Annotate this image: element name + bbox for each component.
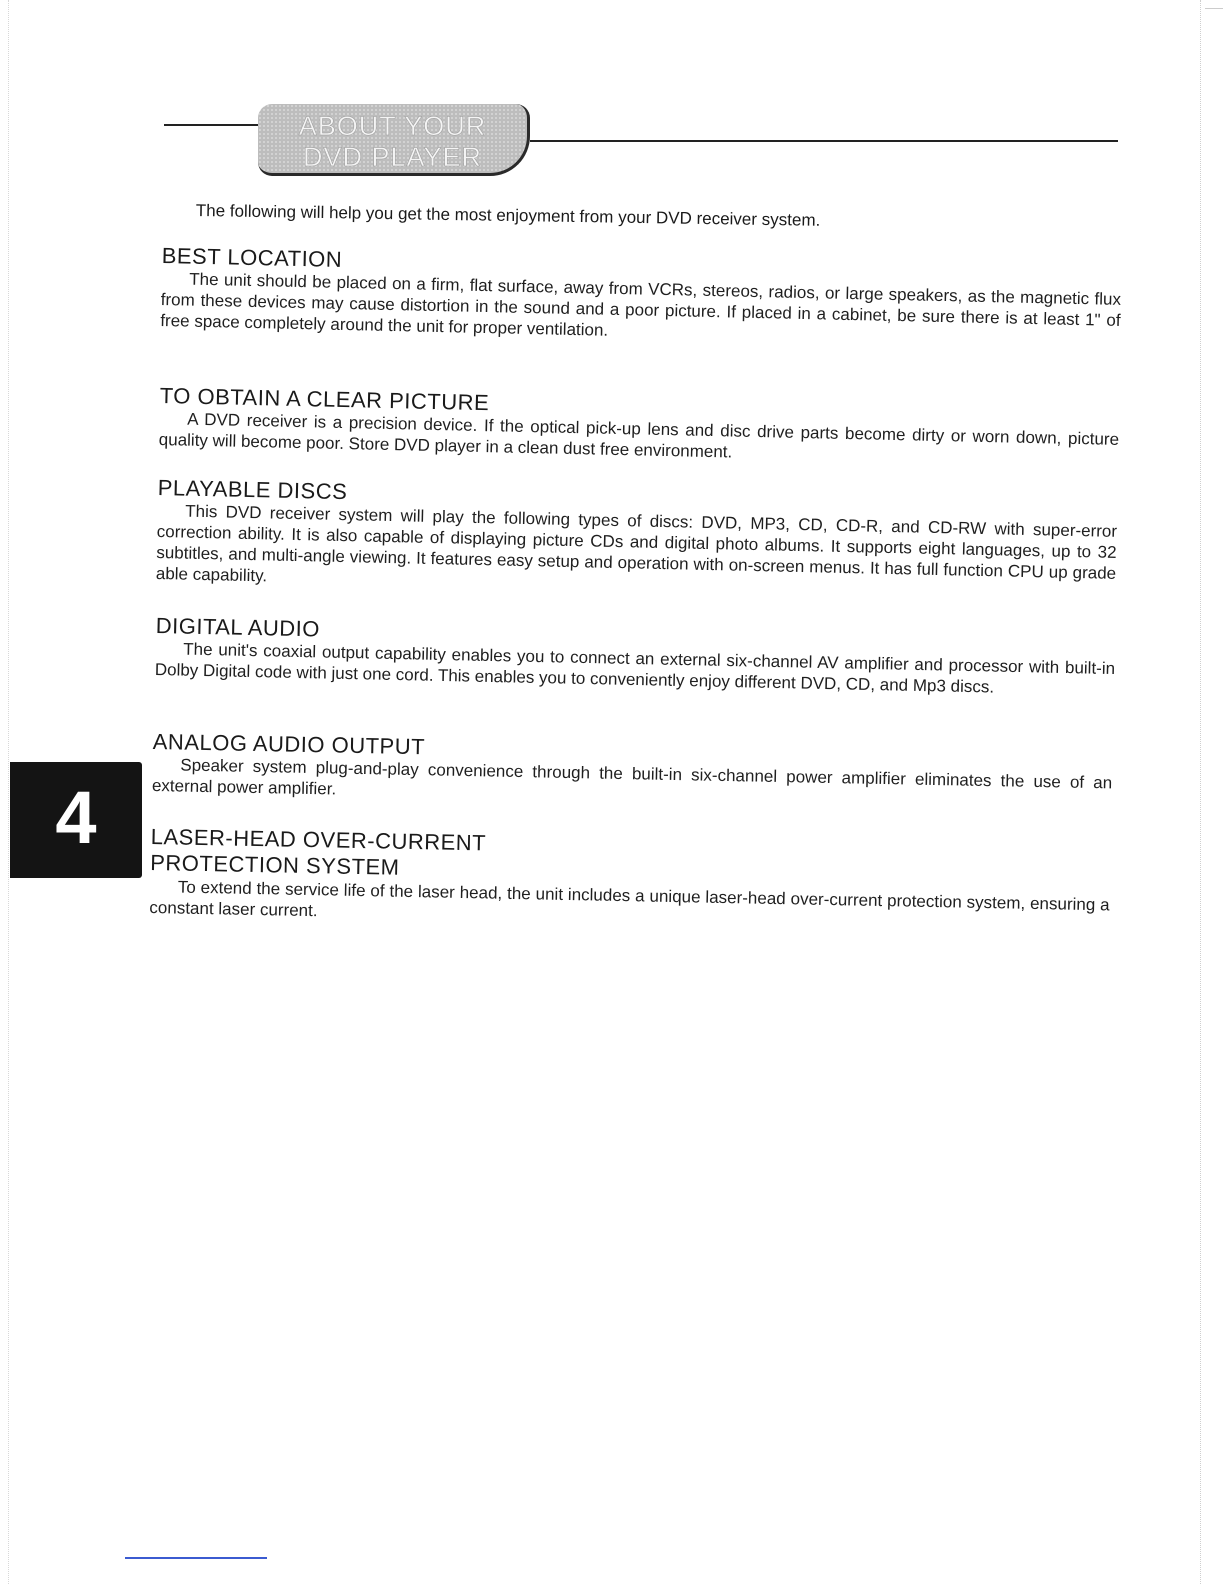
section-heading: PLAYABLE DISCS (157, 475, 348, 505)
banner-title-line-1: ABOUT YOUR (298, 111, 487, 141)
section-heading: ANALOG AUDIO OUTPUT (152, 729, 426, 760)
header-rule-right (530, 140, 1118, 142)
section-best-location (160, 244, 1122, 352)
section-body: Speaker system plug-and-play convenience through the built-in six-channel power amplifier eliminates the use of an external power amplifier. (151, 755, 1113, 799)
scan-edge-right (1200, 0, 1224, 1584)
page-number-tab (10, 762, 142, 878)
section-laser-protection (149, 824, 1111, 936)
section-body: A DVD receiver is a precision device. If the optical pick-up lens and disc drive parts become dirty or worn down, picture quality will become poor. Store DVD player in a clean dust free environment. (158, 409, 1120, 462)
intro-text: The following will help you get the most enjoyment from your DVD receiver system. (195, 200, 821, 230)
scan-edge-left (0, 0, 9, 1584)
section-heading-line-1: LASER-HEAD OVER-CURRENT (150, 824, 487, 856)
section-body: To extend the service life of the laser head, the unit includes a unique laser-head over-current protection system, ensuring a constant laser current. (149, 877, 1110, 921)
section-heading: DIGITAL AUDIO (155, 613, 321, 642)
section-heading: BEST LOCATION (161, 243, 343, 272)
scan-mark (1205, 8, 1223, 9)
header-rule-left (164, 124, 264, 126)
section-body: This DVD receiver system will play the following types of discs: DVD, MP3, CD, CD-R, and CD-RW with super-error correction ability. It is also capable of displaying picture CDs and digital photo albums. It supports eight languages, up to 32 subtitles, and multi-angle viewing. It features easy setup and operation with on-screen menus. It has full function CPU up grade able capability. (155, 501, 1118, 586)
section-analog-audio-output (152, 730, 1113, 814)
section-playable-discs (156, 476, 1118, 605)
banner-title-line-2: DVD PLAYER (302, 142, 483, 172)
section-banner (258, 104, 530, 176)
section-heading: TO OBTAIN A CLEAR PICTURE (159, 383, 490, 416)
section-body: The unit's coaxial output capability enables you to connect an external six-channel AV amplifier and processor with built-in Dolby Digital code with just one cord. This enables you to conveniently enjoy different DVD, CD, and Mp3 discs. (154, 639, 1116, 697)
section-heading-line-2: PROTECTION SYSTEM (150, 849, 400, 880)
bottom-rule (125, 1557, 267, 1559)
section-digital-audio (155, 614, 1116, 700)
page-number: 4 (55, 776, 97, 859)
section-body: The unit should be placed on a firm, flat surface, away from VCRs, stereos, radios, or large speakers, as the magnetic flux from these devices may cause distortion in the sound and a poor picture. If placed in a cabinet, be sure there is at least 1" of free space completely around the unit for proper ventilation. (160, 269, 1122, 340)
section-clear-picture (159, 384, 1120, 471)
